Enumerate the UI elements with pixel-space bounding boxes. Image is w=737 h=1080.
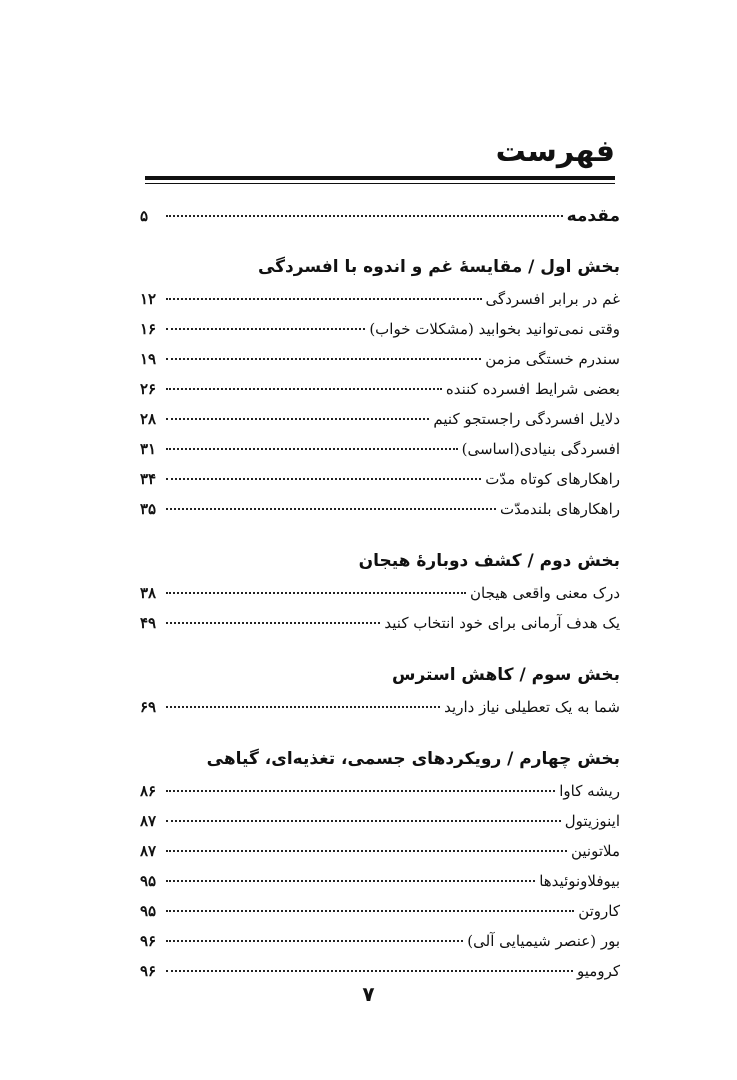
dot-leader	[166, 969, 573, 972]
section-heading: بخش دوم / کشف دوبارهٔ هیجان	[358, 551, 620, 571]
dot-leader	[166, 909, 574, 912]
toc-entry-page: ۲۸	[140, 410, 157, 428]
toc-entry-page: ۳۸	[140, 584, 157, 602]
title-rule-thick	[145, 176, 615, 180]
toc-entry-page: ۱۹	[140, 350, 157, 368]
toc-entry-label: غم در برابر افسردگی	[485, 290, 620, 308]
toc-entry-label: راهکارهای بلندمدّت	[500, 500, 620, 518]
toc-entry	[140, 464, 620, 494]
toc-entry-page: ۹۶	[140, 962, 157, 980]
toc-entry	[140, 578, 620, 608]
toc-entry-page: ۳۱	[140, 440, 157, 458]
toc-entry	[140, 344, 620, 374]
toc-entry-page: ۹۵	[140, 872, 157, 890]
dot-leader	[166, 327, 365, 330]
page-title: فهرست	[495, 134, 615, 169]
toc-intro-row	[140, 196, 620, 236]
toc-entry	[140, 404, 620, 434]
toc-entry-page: ۸۶	[140, 782, 157, 800]
toc-entry-page: ۸۷	[140, 812, 157, 830]
toc-entry-page: ۱۲	[140, 290, 157, 308]
dot-leader	[166, 939, 463, 942]
dot-leader	[166, 387, 442, 390]
dot-leader	[166, 849, 567, 852]
toc-entry-label: راهکارهای کوتاه مدّت	[485, 470, 620, 488]
toc-entry	[140, 608, 620, 638]
toc-entry-label: اینوزیتول	[564, 812, 620, 830]
dot-leader	[166, 879, 535, 882]
toc-entry-page: ۴۹	[140, 614, 157, 632]
toc-entry	[140, 434, 620, 464]
toc-entry	[140, 806, 620, 836]
toc-section	[140, 742, 620, 986]
dot-leader	[166, 447, 458, 450]
toc-entry-page: ۹۶	[140, 932, 157, 950]
toc-entry	[140, 374, 620, 404]
toc-entry-label: بعضی شرایط افسرده کننده	[445, 380, 620, 398]
toc-entry-page: ۸۷	[140, 842, 157, 860]
section-heading: بخش اول / مقایسهٔ غم و اندوه با افسردگی	[257, 257, 620, 277]
title-block	[145, 132, 615, 184]
toc-entry	[140, 926, 620, 956]
toc-entry-label: بیوفلاونوئیدها	[539, 872, 620, 890]
dot-leader	[166, 789, 555, 792]
toc-intro-page: ۵	[140, 207, 149, 225]
dot-leader	[166, 705, 440, 708]
dot-leader	[166, 297, 482, 300]
toc-entry	[140, 284, 620, 314]
dot-leader	[166, 357, 481, 360]
dot-leader	[166, 591, 466, 594]
toc-entry	[140, 836, 620, 866]
dot-leader	[166, 214, 563, 217]
dot-leader	[166, 477, 481, 480]
toc-entry-label: سندرم خستگی مزمن	[485, 350, 620, 368]
toc-entry-label: کاروتن	[578, 902, 620, 920]
toc-entry-label: دلایل افسردگی راجستجو کنیم	[433, 410, 620, 428]
toc-section	[140, 658, 620, 722]
toc-entry-page: ۹۵	[140, 902, 157, 920]
section-heading: بخش چهارم / رویکردهای جسمی، تغذیه‌ای، گیاهی	[206, 749, 620, 769]
toc-entry	[140, 314, 620, 344]
toc-entry	[140, 896, 620, 926]
toc-section	[140, 250, 620, 524]
section-heading: بخش سوم / کاهش استرس	[392, 665, 620, 685]
dot-leader	[166, 507, 496, 510]
toc-entry-label: کرومیو	[577, 962, 620, 980]
toc-entry-label: ریشه کاوا	[559, 782, 620, 800]
toc-entry-label: بور (عنصر شیمیایی آلی)	[467, 932, 620, 950]
toc-entry-label: وقتی نمی‌توانید بخوابید (مشکلات خواب)	[369, 320, 620, 338]
toc-entry	[140, 692, 620, 722]
toc-section	[140, 544, 620, 638]
toc-entry	[140, 494, 620, 524]
toc-entry-label: شما به یک تعطیلی نیاز دارید	[444, 698, 620, 716]
page-number: ۷	[362, 982, 375, 1006]
toc-entry-label: افسردگی بنیادی(اساسی)	[461, 440, 620, 458]
dot-leader	[166, 621, 380, 624]
toc-entry-label: ملاتونین	[570, 842, 620, 860]
toc-entry-page: ۲۶	[140, 380, 157, 398]
dot-leader	[166, 819, 561, 822]
toc-entry	[140, 776, 620, 806]
toc-intro-label: مقدمه	[566, 206, 620, 226]
table-of-contents	[140, 196, 620, 986]
dot-leader	[166, 417, 429, 420]
title-rule-thin	[145, 183, 615, 184]
toc-entry	[140, 866, 620, 896]
toc-entry-page: ۱۶	[140, 320, 157, 338]
toc-entry-page: ۳۴	[140, 470, 157, 488]
toc-entry-label: درک معنی واقعی هیجان	[470, 584, 620, 602]
toc-entry-page: ۶۹	[140, 698, 157, 716]
toc-entry-label: یک هدف آرمانی برای خود انتخاب کنید	[384, 614, 620, 632]
toc-entry-page: ۳۵	[140, 500, 157, 518]
